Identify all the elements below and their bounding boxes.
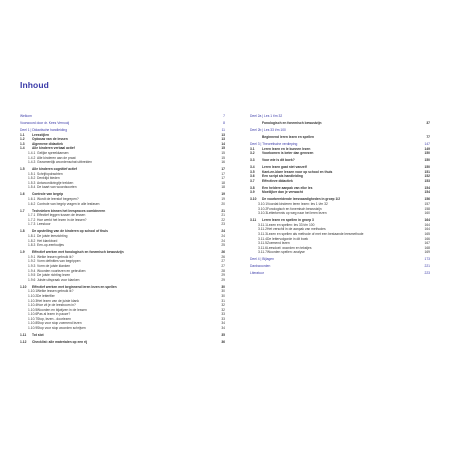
toc-entry-title: Effectief werken met fonologisch en fonemisch bewustzijn	[32, 250, 124, 255]
toc-entry-title: Gelijke spreekkansen	[37, 150, 69, 155]
toc-entry-number: 1.6.2	[28, 201, 36, 206]
toc-entry-number: 1.5.1	[28, 171, 36, 176]
toc-entry-page: 37	[426, 120, 430, 125]
toc-entry-title: De opstelling van de kinderen op school of thuis	[32, 229, 109, 234]
toc-entry-title: Alle kinderen cognitief actief	[32, 167, 77, 172]
toc-entry-page: 168	[424, 245, 430, 250]
toc-entry-page: 32	[221, 307, 225, 312]
toc-entry-number: 3.1	[250, 146, 255, 151]
toc-entry-number: 3.4	[250, 165, 255, 170]
toc-entry-title: Hoe werkt het lezen in de lessen?	[37, 217, 87, 222]
toc-entry-number: 1.10.7	[28, 316, 38, 321]
toc-entry-title: De lettervolgorde in dit boek	[267, 236, 309, 241]
toc-entry-title: Checklist: alle materialen op een rij	[32, 340, 88, 345]
toc-entry-title: Een heldere aanpak van elke les	[262, 185, 313, 190]
toc-entry	[250, 250, 430, 255]
toc-entry-title: Het lezen van de juiste klank	[37, 298, 79, 303]
toc-entry-title: Stop, lezen - doorlezen	[37, 316, 71, 321]
toc-entry-page: 15	[221, 146, 225, 151]
toc-entry-number: 3.5	[250, 169, 255, 174]
toc-entry-number: 1.9.4	[28, 268, 36, 273]
toc-entry-title: Vorm de juiste klanken	[37, 263, 71, 268]
toc-entry-page: 17	[221, 176, 225, 181]
toc-entry-title: Welke lessen gebruik ik?	[37, 289, 74, 294]
toc-entry-page: 150	[424, 158, 430, 163]
toc-entry-number: 1.4.1	[28, 150, 36, 155]
toc-entry-number: 1.7.2	[28, 217, 36, 222]
toc-entry-number: 1.5	[20, 167, 25, 172]
toc-entry-page: 151	[424, 169, 430, 174]
toc-entry-page: 149	[424, 146, 430, 151]
toc-entry-title: Schrijfopdrachten	[37, 171, 63, 176]
toc-entry-title: Dankwoorden	[250, 264, 271, 269]
toc-entry-title: Alle kinderen aan de praat	[37, 155, 76, 160]
toc-entry	[250, 114, 430, 119]
toc-entry-number: 1.6.1	[28, 197, 36, 202]
toc-entry-title: Deel 3 | Theoretische verdieping	[250, 141, 298, 146]
toc-entry-page: 11	[221, 127, 225, 132]
toc-entry-page: 17	[221, 171, 225, 176]
toc-entry-page: 156	[424, 197, 430, 202]
toc-entry-number: 1.9.1	[28, 254, 36, 259]
toc-entry-title: Alle kinderen verbaal actief	[32, 146, 75, 151]
toc-entry-number: 1.10.4	[28, 303, 38, 308]
toc-entry-number: 1.6	[20, 192, 25, 197]
toc-entry-number: 3.11.4	[258, 236, 267, 241]
toc-entry-page: 152	[424, 174, 430, 179]
toc-entry	[20, 243, 225, 248]
toc-entry-page: 23	[221, 222, 225, 227]
toc-entry-title: Moeilijker dan je verwacht	[262, 190, 303, 195]
toc-entry-number: 1.9.3	[28, 263, 36, 268]
toc-entry-number: 1.4	[20, 146, 25, 151]
toc-entry-title: Denktijd bieden	[37, 176, 60, 181]
toc-entry-page: 34	[221, 326, 225, 331]
toc-entry-page: 28	[221, 268, 225, 273]
toc-entry-title: Effectieve didactiek	[262, 178, 293, 183]
toc-entry-title: De juiste leesrichting	[37, 234, 68, 238]
toc-entry	[20, 185, 225, 190]
toc-left-column	[20, 114, 225, 345]
toc-entry-title: Kant-en-klare lessen voor op school en thuis	[262, 169, 333, 174]
toc-entry-page: 164	[424, 222, 430, 227]
toc-entry-title: Antwoordkringtje trekken	[37, 180, 74, 185]
toc-entry-number: 1.9.6	[28, 277, 36, 282]
toc-entry	[250, 128, 430, 133]
toc-entry-number: 1.11	[20, 333, 27, 338]
toc-entry-page: 150	[424, 165, 430, 170]
toc-entry-number: 1.8	[20, 229, 25, 234]
toc-entry	[20, 340, 225, 345]
toc-entry-title: Deel 2b | Les 33 t/m 100	[250, 127, 286, 132]
toc-entry-page: 16	[221, 160, 225, 165]
toc-entry	[20, 121, 225, 126]
toc-entry-title: Het verschil in de aanpak van methodes	[267, 227, 326, 232]
toc-entry-title: Lezen en spellen: les 33 t/m 100	[267, 222, 315, 227]
toc-entry	[20, 160, 225, 165]
toc-entry-number: 3.6	[250, 174, 255, 179]
toc-entry-title: Wordt de leerstof begrepen?	[37, 197, 79, 202]
toc-entry-page: 25	[221, 243, 225, 248]
toc-entry-title: De letterfiler	[37, 293, 55, 298]
toc-entry-number: 3.8	[250, 185, 255, 190]
toc-entry-page: 32	[221, 303, 225, 308]
toc-entry-number: 3.10.2	[258, 206, 268, 211]
toc-entry-title: Fonologisch en fonemisch bewustzijn	[262, 120, 322, 125]
toc-entry-number: 3.11.1	[258, 222, 267, 227]
toc-entry-title: Leesstijlen	[32, 132, 50, 137]
toc-entry-page: 164	[424, 218, 430, 223]
toc-entry-page: 24	[221, 234, 225, 238]
toc-entry-number: 1.9	[20, 250, 25, 255]
toc-entry-page: 13	[221, 137, 225, 142]
toc-entry-number: 1.10.9	[28, 326, 38, 331]
toc-entry-page: 167	[424, 241, 430, 246]
toc-entry	[250, 179, 430, 184]
toc-entry-title: Zoemend lezen	[267, 241, 290, 246]
toc-entry-page: 29	[221, 277, 225, 282]
toc-entry-title: Leeskoor	[37, 222, 51, 227]
toc-entry	[20, 333, 225, 338]
toc-entry-page: 26	[221, 250, 225, 255]
toc-entry-number: 1.10.1	[28, 289, 38, 294]
toc-entry-page: 221	[424, 264, 430, 269]
toc-entry	[20, 278, 225, 283]
toc-entry-number: 1.9.5	[28, 273, 36, 278]
toc-entry-number: 1.10	[20, 284, 27, 289]
toc-entry	[20, 222, 225, 227]
toc-entry-number: 3.2	[250, 151, 255, 156]
toc-entry-number: 1.5.2	[28, 176, 36, 181]
toc-entry-page: 19	[221, 192, 225, 197]
toc-entry-page: 165	[424, 231, 430, 236]
toc-entry-number: 3.11.6	[258, 245, 267, 250]
toc-entry	[250, 271, 430, 276]
toc-entry-number: 1.3	[20, 141, 25, 146]
toc-entry-title: Woorden en bijwijzen in de lessen	[37, 307, 87, 312]
toc-entry-number: 1.4.2	[28, 155, 36, 160]
toc-entry-title: Controle van begrip vragen in alle lesfasen	[37, 201, 100, 206]
toc-entry-page: 36	[221, 340, 225, 345]
toc-entry-title: Technieken binnen het leesproces combineren	[32, 208, 106, 213]
toc-right-column	[250, 114, 430, 276]
toc-entry-page: 24	[221, 238, 225, 243]
toc-entry-title: Voor wie is dit boek?	[262, 158, 295, 163]
toc-entry-title: Juiste uitspraak voor klanken	[37, 277, 80, 282]
toc-entry-title: Pas al lezen in pauze?	[37, 312, 71, 317]
toc-entry-number: 1.8.1	[28, 234, 36, 238]
toc-entry-number: 1.12	[20, 340, 27, 345]
toc-entry-number: 1.9.2	[28, 259, 36, 264]
toc-entry-number: 1.8.3	[28, 243, 36, 248]
toc-entry-title: Voorkomen is beter dan genezen	[262, 151, 314, 156]
toc-entry-title: Voorwoord door dr. Kees Vernooij	[20, 120, 70, 125]
toc-entry	[20, 202, 225, 207]
toc-entry-number: 1.10.6	[28, 312, 38, 317]
toc-entry	[250, 121, 430, 126]
toc-entry-title: Lezen en spellen als methode of met een bestaande leesmethode	[267, 231, 364, 236]
toc-entry-page: 157	[424, 202, 430, 207]
toc-entry-title: Tot slot	[32, 333, 44, 338]
toc-entry-title: Effectief werken met beginnend leren lezen en spellen	[32, 284, 117, 289]
toc-entry-page: 22	[221, 217, 225, 222]
toc-entry	[250, 264, 430, 269]
toc-entry-number: 1.1	[20, 132, 25, 137]
toc-entry-page: 18	[221, 180, 225, 185]
toc-entry-title: Het klankbord	[37, 238, 58, 243]
toc-entry	[250, 211, 430, 216]
toc-entry-title: Een script als handleiding	[262, 174, 303, 179]
toc-entry-number: 3.3	[250, 158, 255, 163]
toc-entry-page: 77	[426, 134, 430, 139]
toc-entry-page: 31	[221, 298, 225, 303]
toc-entry-title: Deel 2a | Les 1 t/m 32	[250, 114, 283, 118]
toc-entry-number: 1.10.3	[28, 298, 38, 303]
toc-entry	[20, 114, 225, 119]
toc-entry-number: 3.11.5	[258, 241, 267, 246]
toc-entry-number: 3.11.3	[258, 231, 267, 236]
toc-entry-page: 158	[424, 206, 430, 211]
toc-entry-page: 150	[424, 151, 430, 156]
toc-entry-title: Beginnend leren lezen en spellen	[262, 134, 315, 139]
toc-entry-title: Voordat kinderen leren lezen: les 1 t/m 32	[267, 202, 328, 207]
toc-entry-title: Leesdoel: woorden en tekstjes	[267, 245, 312, 250]
toc-entry-number: 1.7.3	[28, 222, 36, 227]
toc-entry-page: 21	[221, 213, 225, 218]
toc-entry-title: Welkom	[20, 114, 32, 118]
toc-entry-page: 154	[424, 190, 430, 195]
toc-entry-title: Welke lessen gebruik ik?	[37, 254, 74, 259]
toc-entry-page: 35	[221, 333, 225, 338]
toc-entry-number: 3.11.7	[258, 250, 267, 255]
toc-entry	[250, 158, 430, 163]
toc-entry-page: 26	[221, 254, 225, 259]
toc-entry-title: Deel 1 | Didactische handleiding	[20, 127, 68, 132]
toc-entry-page: 17	[221, 167, 225, 172]
toc-entry-number: 1.7	[20, 208, 25, 213]
toc-entry-title: Leren lezen en spellen in groep 3	[262, 218, 314, 223]
toc-entry-title: Opbouw van de lessen	[32, 137, 68, 142]
toc-entry-title: Gezamenlijk woordenschat uitbreiden	[37, 160, 92, 165]
toc-entry-page: 15	[221, 150, 225, 155]
toc-entry-number: 3.10	[250, 197, 257, 202]
toc-entry-page: 27	[221, 263, 225, 268]
toc-entry-title: Een-op-eenfoutjes	[37, 243, 64, 248]
toc-entry-page: 20	[221, 201, 225, 206]
toc-entry-page: 153	[424, 178, 430, 183]
toc-entry	[250, 190, 430, 195]
toc-entry-number: 1.10.8	[28, 321, 38, 326]
toc-entry-title: Leren lezen en Ie kunnen lezen	[262, 146, 311, 151]
toc-entry-title: De juiste richting lezen	[37, 273, 71, 278]
toc-entry-page: 223	[424, 271, 430, 276]
toc-entry-page: 154	[424, 185, 430, 190]
toc-entry-page: 147	[424, 141, 430, 146]
toc-entry-title: Leren lezen gaat niet vanzelf	[262, 165, 307, 170]
toc-entry-number: 1.5.4	[28, 185, 36, 190]
toc-entry-title: Stop voor stop woorden schrijven	[37, 326, 86, 331]
toc-entry-page: 14	[221, 141, 225, 146]
toc-entry-page: 29	[221, 273, 225, 278]
toc-entry-number: 1.7.1	[28, 213, 36, 218]
toc-entry-page: 33	[221, 316, 225, 321]
toc-entry-page: 13	[221, 132, 225, 137]
toc-entry-title: Fonologisch en fonemisch bewustzijn	[267, 206, 322, 211]
toc-entry-number: 1.2	[20, 137, 25, 142]
toc-entry-number: 3.11.2	[258, 227, 267, 232]
toc-entry	[250, 135, 430, 140]
toc-entry-page: 18	[221, 185, 225, 190]
toc-entry-page: 24	[221, 229, 225, 234]
toc-entry-number: 3.11	[250, 218, 257, 223]
toc-entry-title: Literatuur	[250, 271, 264, 276]
toc-entry-page: 30	[221, 293, 225, 298]
toc-entry-title: Effectief leggen tussen de lessen	[37, 213, 86, 218]
toc-entry-title: Algemene didactiek	[32, 141, 63, 146]
toc-entry-page: 34	[221, 321, 225, 326]
toc-entry-number: 3.10.3	[258, 211, 268, 216]
toc-entry-title: Deel 4 | Bijlagen	[250, 257, 274, 262]
toc-entry-number: 1.5.3	[28, 180, 36, 185]
toc-entry-number: 3.9	[250, 190, 255, 195]
toc-entry-number: 3.10.1	[258, 202, 268, 207]
toc-entry-page: 21	[221, 208, 225, 213]
toc-entry-page: 19	[221, 197, 225, 202]
toc-entry-number: 1.8.2	[28, 238, 36, 243]
toc-entry-number: 1.10.5	[28, 307, 38, 312]
toc-entry-page: 164	[424, 227, 430, 232]
toc-entry-page: 169	[424, 250, 430, 255]
page-title: Inhoud	[20, 80, 49, 90]
toc-entry-title: Controle van begrip	[32, 192, 64, 197]
toc-entry-title: De kaart van woordsoorten	[37, 185, 77, 190]
toc-entry	[250, 151, 430, 156]
toc-entry	[250, 257, 430, 262]
toc-entry-title: Stop voor stop zoemend lezen	[37, 321, 82, 326]
toc-entry-page: 30	[221, 289, 225, 294]
toc-entry-title: Woorden voorlezen en gebruiken	[37, 268, 86, 273]
toc-entry-page: 8	[223, 120, 225, 125]
toc-entry-page: 160	[424, 211, 430, 216]
toc-entry-number: 1.10.2	[28, 293, 38, 298]
toc-entry-page: 27	[221, 259, 225, 264]
toc-entry-page: 15	[221, 155, 225, 160]
toc-entry-page: 7	[223, 114, 225, 118]
toc-entry-page: 30	[221, 284, 225, 289]
toc-entry-page: 33	[221, 312, 225, 317]
toc-entry-page: 166	[424, 236, 430, 241]
toc-entry-number: 3.7	[250, 178, 255, 183]
toc-entry-title: Letterkennis op weg naar het leren lezen	[267, 211, 327, 216]
toc-entry-title: Woorden spellen: analyse	[267, 250, 305, 255]
toc-entry-number: 1.4.3	[28, 160, 36, 165]
toc-entry	[20, 326, 225, 331]
toc-entry-page: 173	[424, 257, 430, 262]
toc-entry-title: De voorbereidende leesvaardigheden in groep 1/2	[262, 197, 341, 202]
toc-entry-title: Vorm definities van begrippen	[37, 259, 81, 264]
toc-entry-title: Hoe zit je de leesboom in?	[37, 303, 76, 308]
